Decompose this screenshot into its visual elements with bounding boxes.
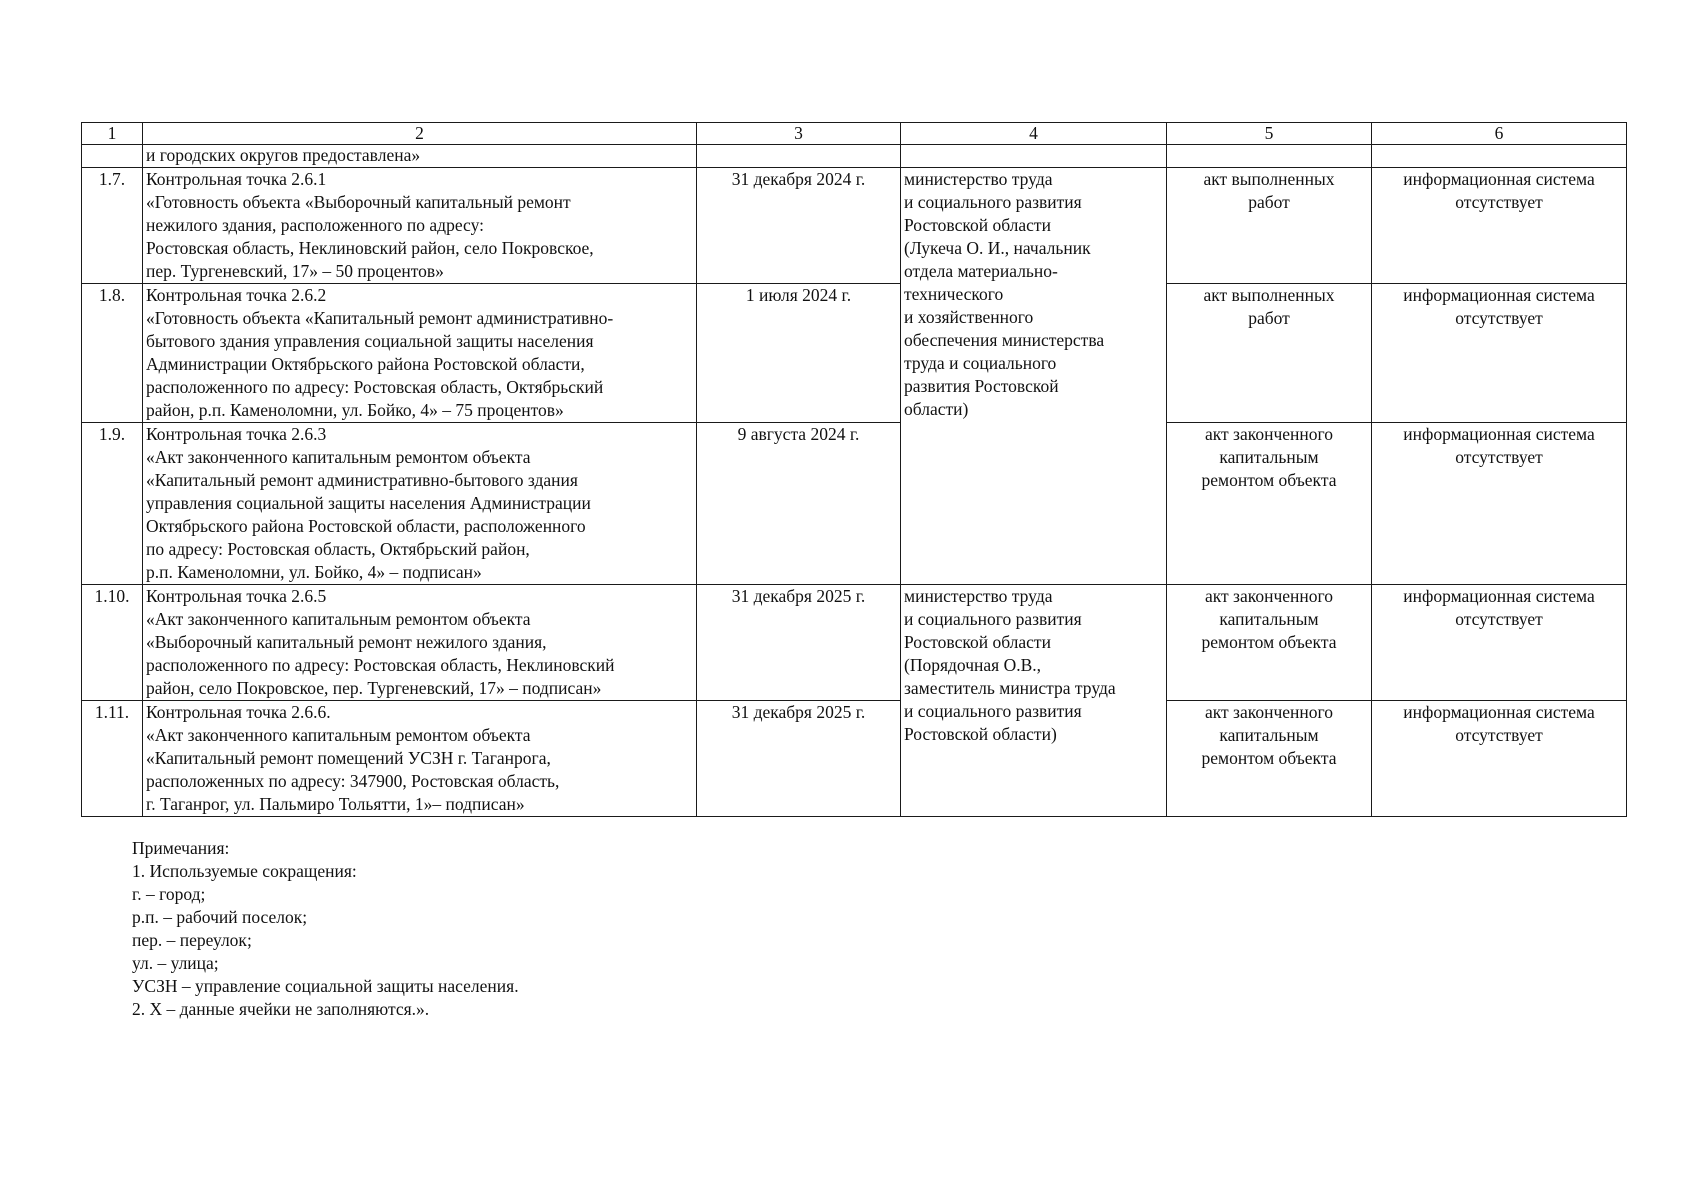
deadline-date: 1 июля 2024 г. bbox=[697, 284, 901, 423]
column-number: 3 bbox=[697, 123, 901, 145]
control-point-description: Контрольная точка 2.6.6. «Акт законченного капитальным ремонтом объекта «Капитальный ремонт помещений УСЗН г. Таганрога, расположенных по адресу: 347900, Ростовская область, г. Таганрог, ул. Пальмиро Тольятти, 1»– подписан» bbox=[143, 701, 697, 817]
info-system: информационная система отсутствует bbox=[1372, 701, 1627, 817]
confirming-document: акт законченного капитальным ремонтом объекта bbox=[1167, 423, 1372, 585]
deadline-date: 31 декабря 2025 г. bbox=[697, 585, 901, 701]
row-number-cell bbox=[82, 145, 143, 168]
info-system: информационная система отсутствует bbox=[1372, 284, 1627, 423]
responsible-person: министерство труда и социального развития Ростовской области (Лукеча О. И., начальник отдела материально- технического и хозяйственного обеспечения министерства труда и социального развития Ростовской области) bbox=[901, 168, 1167, 585]
notes-heading: Примечания: bbox=[132, 838, 230, 858]
control-point-description: Контрольная точка 2.6.3 «Акт законченного капитальным ремонтом объекта «Капитальный ремонт административно-бытового здания управления социальной защиты населения Администрации Октябрьского района Ростовской области, расположенного по адресу: Ростовская область, Октябрьский район, р.п. Каменоломни, ул. Бойко, 4» – подписан» bbox=[143, 423, 697, 585]
table-row bbox=[82, 585, 1627, 701]
note-line: УСЗН – управление социальной защиты населения. bbox=[132, 976, 519, 996]
responsible-person: министерство труда и социального развития Ростовской области (Порядочная О.В., заместитель министра труда и социального развития Ростовской области) bbox=[901, 585, 1167, 817]
confirming-document: акт законченного капитальным ремонтом объекта bbox=[1167, 585, 1372, 701]
control-point-description: Контрольная точка 2.6.5 «Акт законченного капитальным ремонтом объекта «Выборочный капитальный ремонт нежилого здания, расположенного по адресу: Ростовская область, Неклиновский район, село Покровское, пер. Тургеневский, 17» – подписан» bbox=[143, 585, 697, 701]
control-point-description: Контрольная точка 2.6.2 «Готовность объекта «Капитальный ремонт административно- бытового здания управления социальной защиты населения Администрации Октябрьского района Ростовской области, расположенного по адресу: Ростовская область, Октябрьский район, р.п. Каменоломни, ул. Бойко, 4» – 75 процентов» bbox=[143, 284, 697, 423]
info-system: информационная система отсутствует bbox=[1372, 423, 1627, 585]
column-number: 5 bbox=[1167, 123, 1372, 145]
info-system-cell bbox=[1372, 145, 1627, 168]
row-number: 1.8. bbox=[82, 284, 143, 423]
row-number: 1.7. bbox=[82, 168, 143, 284]
responsible-cell bbox=[901, 145, 1167, 168]
note-line: ул. – улица; bbox=[132, 953, 219, 973]
table-row bbox=[82, 701, 1627, 817]
deadline-date: 9 августа 2024 г. bbox=[697, 423, 901, 585]
note-line: 1. Используемые сокращения: bbox=[132, 861, 357, 881]
confirming-document: акт законченного капитальным ремонтом объекта bbox=[1167, 701, 1372, 817]
row-number: 1.9. bbox=[82, 423, 143, 585]
row-number: 1.11. bbox=[82, 701, 143, 817]
control-points-table bbox=[81, 122, 1627, 817]
note-line: р.п. – рабочий поселок; bbox=[132, 907, 308, 927]
column-number: 1 bbox=[82, 123, 143, 145]
column-number-row bbox=[82, 123, 1627, 145]
row-number: 1.10. bbox=[82, 585, 143, 701]
date-cell bbox=[697, 145, 901, 168]
column-number: 6 bbox=[1372, 123, 1627, 145]
continuation-text: и городских округов предоставлена» bbox=[143, 145, 697, 168]
deadline-date: 31 декабря 2025 г. bbox=[697, 701, 901, 817]
info-system: информационная система отсутствует bbox=[1372, 168, 1627, 284]
table-row bbox=[82, 423, 1627, 585]
control-point-description: Контрольная точка 2.6.1 «Готовность объекта «Выборочный капитальный ремонт нежилого здания, расположенного по адресу: Ростовская область, Неклиновский район, село Покровское, пер. Тургеневский, 17» – 50 процентов» bbox=[143, 168, 697, 284]
info-system: информационная система отсутствует bbox=[1372, 585, 1627, 701]
confirming-document: акт выполненных работ bbox=[1167, 168, 1372, 284]
table-row bbox=[82, 284, 1627, 423]
table-row bbox=[82, 168, 1627, 284]
note-line: 2. Х – данные ячейки не заполняются.». bbox=[132, 999, 430, 1019]
continuation-row bbox=[82, 145, 1627, 168]
column-number: 2 bbox=[143, 123, 697, 145]
note-line: пер. – переулок; bbox=[132, 930, 252, 950]
deadline-date: 31 декабря 2024 г. bbox=[697, 168, 901, 284]
note-line: г. – город; bbox=[132, 884, 206, 904]
notes-section bbox=[132, 837, 519, 1021]
confirming-document: акт выполненных работ bbox=[1167, 284, 1372, 423]
document-cell bbox=[1167, 145, 1372, 168]
column-number: 4 bbox=[901, 123, 1167, 145]
